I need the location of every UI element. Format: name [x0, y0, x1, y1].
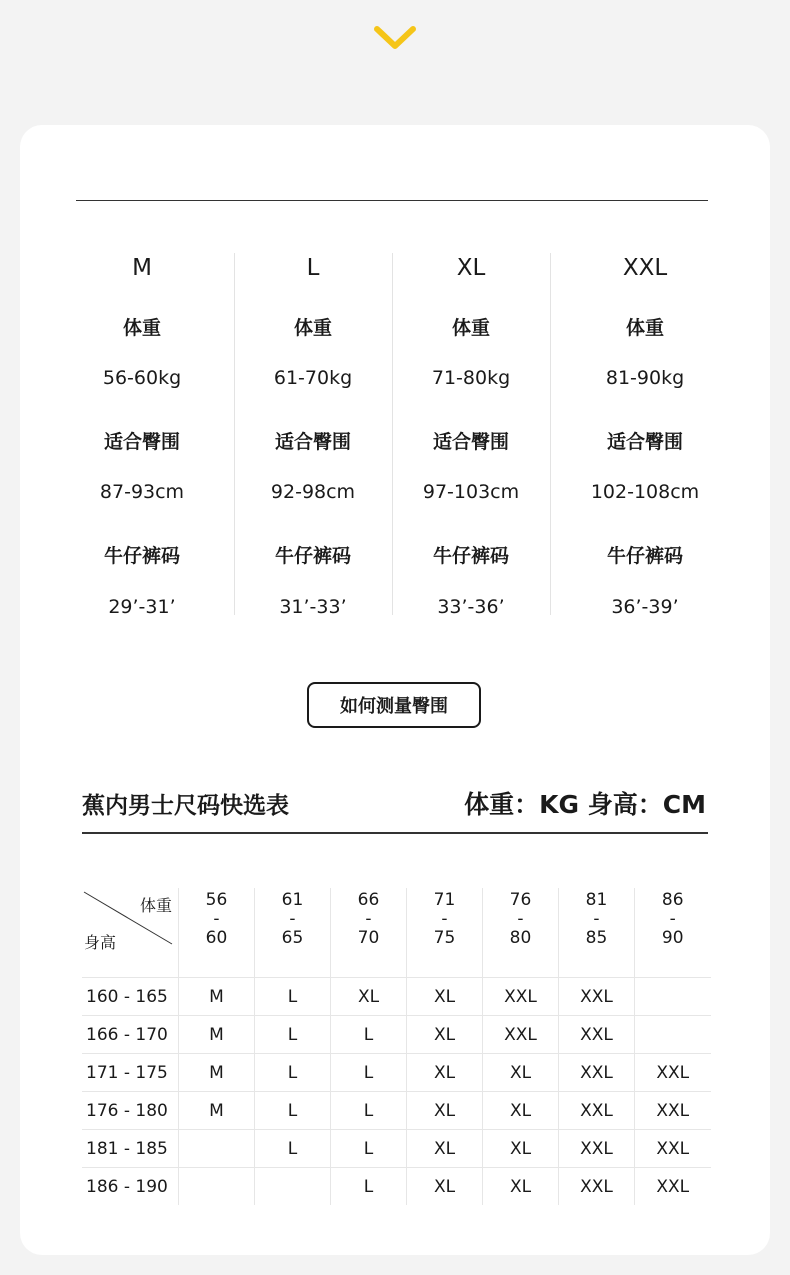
height-range-cell: 181 - 185 [82, 1130, 179, 1168]
height-range-cell: 160 - 165 [82, 978, 179, 1016]
size-cell: XXL [635, 1168, 711, 1206]
table-row [82, 1054, 711, 1092]
hip-value: 92-98cm [270, 481, 356, 503]
size-cell: XXL [483, 978, 559, 1016]
size-cell: L [255, 1130, 331, 1168]
size-cell: M [179, 1016, 255, 1054]
weight-value: 56-60kg [102, 367, 182, 389]
jeans-value: 33’-36’ [437, 596, 505, 618]
size-cell: XL [483, 1130, 559, 1168]
column-divider [550, 253, 551, 615]
quick-table-divider [82, 832, 708, 834]
jeans-label: 牛仔裤码 [606, 545, 683, 567]
jeans-value: 31’-33’ [279, 596, 347, 618]
size-cell: L [255, 1016, 331, 1054]
size-cell: XL [483, 1054, 559, 1092]
weight-range-header: 56 - 60 [179, 888, 255, 978]
size-column-xl [391, 250, 551, 618]
weight-value: 71-80kg [431, 367, 511, 389]
quick-table-title: 蕉内男士尺码快选表 [82, 793, 289, 819]
table-corner-cell [82, 888, 179, 978]
size-columns [62, 250, 742, 618]
hip-label: 适合臀围 [432, 431, 509, 453]
size-cell: L [331, 1168, 407, 1206]
size-cell: XXL [559, 1054, 635, 1092]
size-cell: XL [407, 978, 483, 1016]
column-divider [234, 253, 235, 615]
hip-label: 适合臀围 [274, 431, 351, 453]
size-cell: L [331, 1130, 407, 1168]
size-column-m [62, 250, 222, 618]
size-cell: XXL [559, 1168, 635, 1206]
size-cell: XL [407, 1016, 483, 1054]
hip-label: 适合臀围 [103, 431, 180, 453]
size-cell: L [255, 978, 331, 1016]
size-cell: L [255, 1092, 331, 1130]
height-axis-label: 身高 [84, 933, 117, 952]
chevron-down-icon [373, 24, 417, 52]
size-cell: XL [331, 978, 407, 1016]
how-to-measure-hip-button[interactable]: 如何测量臀围 [307, 682, 481, 728]
size-name: XXL [622, 255, 668, 281]
weight-range-header: 76 - 80 [483, 888, 559, 978]
table-row [82, 1092, 711, 1130]
jeans-value: 29’-31’ [108, 596, 176, 618]
weight-label: 体重 [625, 317, 664, 339]
column-divider [392, 253, 393, 615]
weight-axis-label: 体重 [139, 896, 172, 915]
size-cell: XXL [483, 1016, 559, 1054]
size-cell [635, 978, 711, 1016]
jeans-label: 牛仔裤码 [103, 545, 180, 567]
unit-note: 体重：KG 身高：CM [464, 790, 706, 819]
size-cell: XL [407, 1168, 483, 1206]
size-cell: M [179, 978, 255, 1016]
table-row [82, 1130, 711, 1168]
height-range-cell: 171 - 175 [82, 1054, 179, 1092]
hip-value: 87-93cm [99, 481, 185, 503]
weight-range-header: 81 - 85 [559, 888, 635, 978]
weight-value: 81-90kg [605, 367, 685, 389]
size-cell: XXL [559, 1016, 635, 1054]
size-name: L [306, 255, 320, 281]
size-cell: XL [483, 1092, 559, 1130]
hip-value: 97-103cm [422, 481, 520, 503]
size-cell [255, 1168, 331, 1206]
size-cell: L [255, 1054, 331, 1092]
table-row [82, 978, 711, 1016]
size-cell [179, 1168, 255, 1206]
size-cell: XL [407, 1130, 483, 1168]
size-cell [635, 1016, 711, 1054]
table-header-row [82, 888, 711, 978]
size-cell: M [179, 1092, 255, 1130]
weight-range-header: 61 - 65 [255, 888, 331, 978]
jeans-label: 牛仔裤码 [432, 545, 509, 567]
top-divider [76, 200, 708, 201]
weight-value: 61-70kg [273, 367, 353, 389]
weight-label: 体重 [122, 317, 161, 339]
size-name: XL [456, 255, 486, 281]
size-column-xxl [565, 250, 725, 618]
weight-label: 体重 [293, 317, 332, 339]
table-row [82, 1168, 711, 1206]
weight-label: 体重 [451, 317, 490, 339]
size-cell: L [331, 1054, 407, 1092]
weight-range-header: 66 - 70 [331, 888, 407, 978]
size-guide-card [20, 125, 770, 1255]
size-cell: XXL [635, 1054, 711, 1092]
weight-range-header: 71 - 75 [407, 888, 483, 978]
weight-range-header: 86 - 90 [635, 888, 711, 978]
size-cell: XXL [635, 1130, 711, 1168]
table-row [82, 1016, 711, 1054]
size-cell: XL [483, 1168, 559, 1206]
size-cell: XL [407, 1054, 483, 1092]
size-name: M [132, 255, 152, 281]
size-cell [179, 1130, 255, 1168]
hip-value: 102-108cm [590, 481, 700, 503]
size-cell: XXL [559, 978, 635, 1016]
height-range-cell: 176 - 180 [82, 1092, 179, 1130]
size-cell: L [331, 1016, 407, 1054]
size-cell: M [179, 1054, 255, 1092]
jeans-value: 36’-39’ [611, 596, 679, 618]
hip-label: 适合臀围 [606, 431, 683, 453]
size-cell: XXL [559, 1092, 635, 1130]
height-range-cell: 166 - 170 [82, 1016, 179, 1054]
size-cell: L [331, 1092, 407, 1130]
jeans-label: 牛仔裤码 [274, 545, 351, 567]
height-range-cell: 186 - 190 [86, 1176, 168, 1197]
size-cell: XL [407, 1092, 483, 1130]
size-cell: XXL [635, 1092, 711, 1130]
size-cell: XXL [559, 1130, 635, 1168]
size-column-l [233, 250, 393, 618]
size-quick-table [82, 888, 711, 1205]
